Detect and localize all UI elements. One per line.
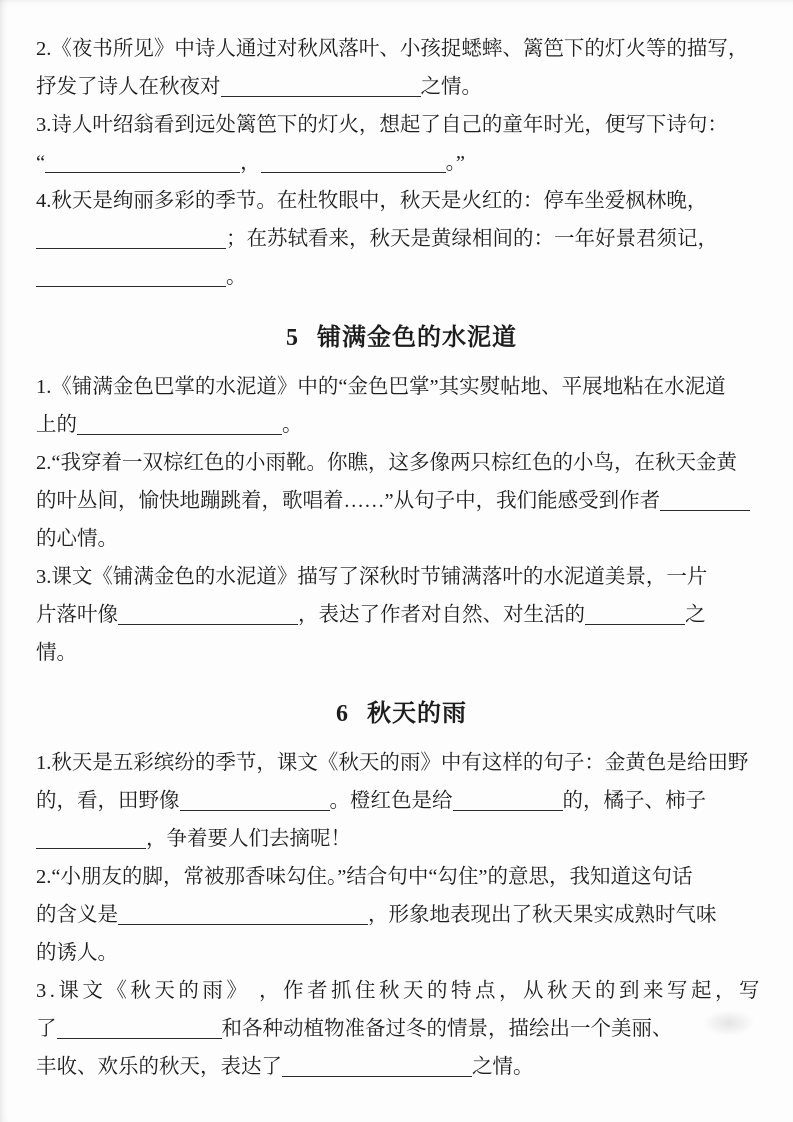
text-run: 的诱人。 [36, 942, 118, 964]
section-title: 铺满金色的水泥道 [317, 325, 517, 351]
section-number: 5 [286, 325, 299, 351]
blank-underline [36, 828, 146, 850]
text-run: 和各种动植物准备过冬的情景，描绘出一个美丽、 [221, 1018, 673, 1040]
text-run: ；在苏轼看来，秋天是黄绿相间的：一年好景君须记， [226, 228, 718, 250]
text-run: 。” [445, 152, 465, 174]
text-line [36, 406, 767, 444]
text-run: 。 [282, 414, 303, 436]
text-run: 的叶丛间，愉快地蹦跳着，歌唱着……”从句子中，我们能感受到作者 [36, 490, 661, 512]
text-run: 抒发了诗人在秋夜对 [36, 76, 221, 98]
text-run: 之情。 [420, 76, 482, 98]
text-run: 之情。 [472, 1056, 534, 1078]
blank-underline [36, 266, 226, 288]
text-run: 片落叶像 [36, 604, 118, 626]
text-run: 。橙红色是给 [329, 790, 453, 812]
text-run: 情。 [36, 642, 77, 664]
text-line [36, 896, 767, 934]
text-run: 1.《铺满金色巴掌的水泥道》中的“金色巴掌”其实熨帖地、平展地粘在水泥道 [36, 376, 726, 398]
text-run: 3.课文《秋天的雨》 ，作者抓住秋天的特点，从秋天的到来写起，写 [36, 980, 763, 1002]
section-title: 秋天的雨 [367, 701, 467, 727]
blank-underline [36, 228, 226, 250]
text-run: 2.“小朋友的脚，常被那香味勾住。”结合句中“勾住”的意思，我知道这句话 [36, 866, 693, 888]
blank-underline [180, 790, 330, 812]
text-line [36, 30, 767, 68]
text-run: 3.课文《铺满金色的水泥道》描写了深秋时节铺满落叶的水泥道美景，一片 [36, 566, 708, 588]
text-line [36, 444, 767, 482]
text-run: “ [36, 152, 46, 174]
text-line [36, 482, 767, 520]
text-run: 1.秋天是五彩缤纷的季节，课文《秋天的雨》中有这样的句子：金黄色是给田野 [36, 752, 749, 774]
text-run: 上的 [36, 414, 77, 436]
text-run: 的含义是 [36, 904, 118, 926]
text-run: ， [240, 152, 261, 174]
text-run: ，表达了作者对自然、对生活的 [298, 604, 585, 626]
text-line [36, 744, 767, 782]
text-line [36, 596, 767, 634]
section-number: 6 [336, 701, 349, 727]
text-line [36, 106, 767, 144]
text-line [36, 520, 767, 558]
blank-underline [282, 1056, 472, 1078]
text-line [36, 1048, 767, 1086]
text-line [36, 634, 767, 672]
blank-underline [660, 490, 750, 512]
text-run: 丰收、欢乐的秋天，表达了 [36, 1056, 282, 1078]
blank-underline [77, 414, 282, 436]
blank-underline [261, 152, 446, 174]
blank-underline [57, 1018, 222, 1040]
text-line [36, 820, 767, 858]
text-line [36, 144, 767, 182]
text-line [36, 182, 767, 220]
text-run: 3.诗人叶绍翁看到远处篱笆下的灯火，想起了自己的童年时光，便写下诗句： [36, 114, 728, 136]
blank-underline [221, 76, 421, 98]
text-run: 。 [226, 266, 247, 288]
text-run: 了 [36, 1018, 57, 1040]
text-line [36, 220, 767, 258]
text-line [36, 68, 767, 106]
text-line [36, 858, 767, 896]
blank-underline [45, 152, 240, 174]
text-run: ，形象地表现出了秋天果实成熟时气味 [368, 904, 717, 926]
blank-underline [585, 604, 685, 626]
text-line [36, 258, 767, 296]
text-run: 的，橘子、柿子 [562, 790, 706, 812]
text-line [36, 782, 767, 820]
text-run: 2.“我穿着一双棕红色的小雨靴。你瞧，这多像两只棕红色的小鸟，在秋天金黄 [36, 452, 737, 474]
text-run: 之 [685, 604, 706, 626]
text-line [36, 368, 767, 406]
section-heading [36, 694, 767, 734]
text-line [36, 1010, 767, 1048]
text-run: 的，看，田野像 [36, 790, 180, 812]
blank-underline [118, 604, 298, 626]
section-heading [36, 318, 767, 358]
text-run: 4.秋天是绚丽多彩的季节。在杜牧眼中，秋天是火红的：停车坐爱枫林晚， [36, 190, 708, 212]
text-run: 的心情。 [36, 528, 118, 550]
blank-underline [453, 790, 563, 812]
text-run: ，争着要人们去摘呢！ [146, 828, 351, 850]
text-line [36, 558, 767, 596]
text-line [36, 934, 767, 972]
blank-underline [118, 904, 368, 926]
text-run: 2.《夜书所见》中诗人通过对秋风落叶、小孩捉蟋蟀、篱笆下的灯火等的描写， [36, 38, 749, 60]
text-line [36, 972, 767, 1010]
